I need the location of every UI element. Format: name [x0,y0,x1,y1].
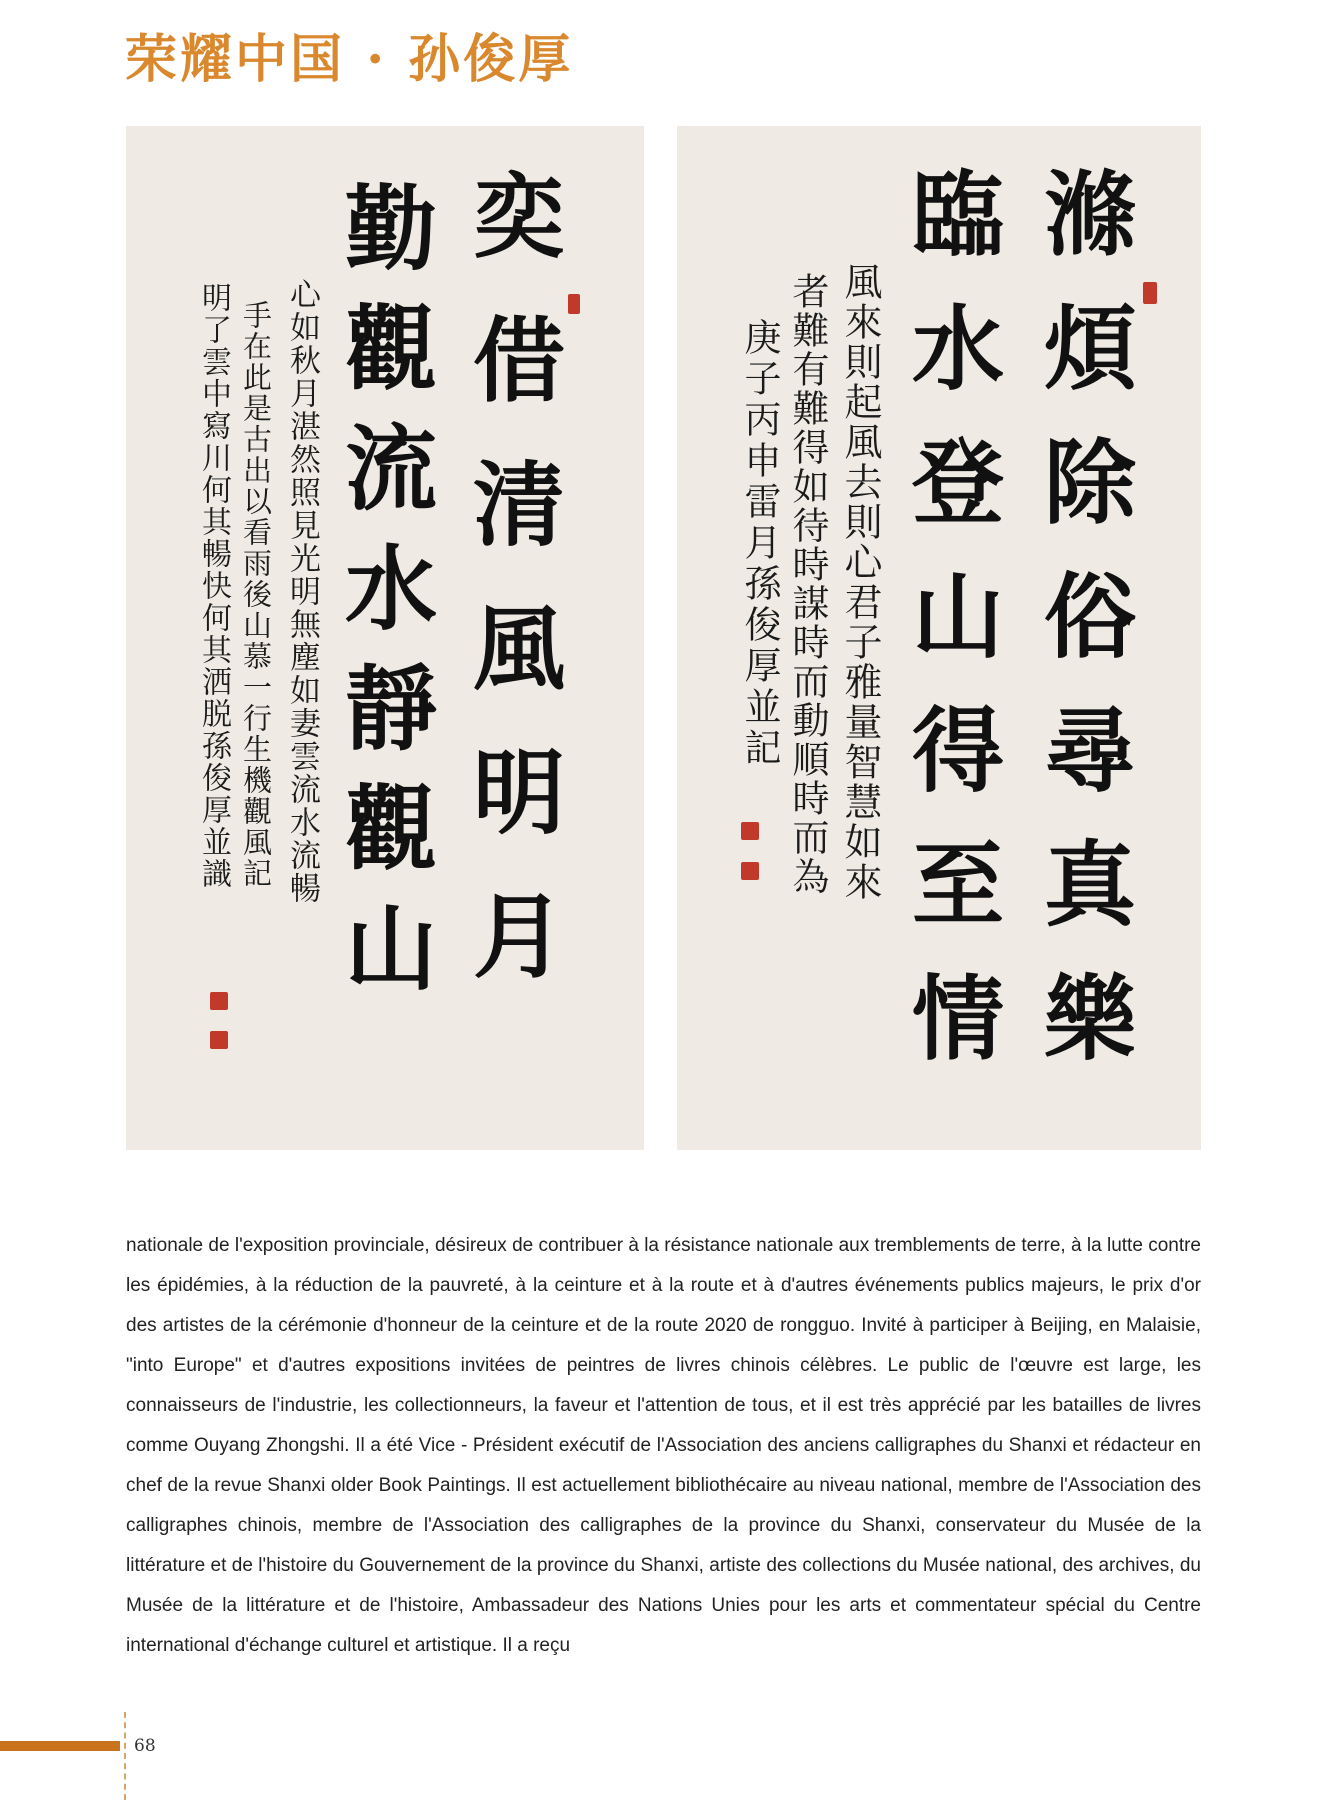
inscription-column-3: 庚子丙申雷月孫俊厚並記 [738,318,781,769]
footer-accent-bar [0,1741,120,1751]
calligraphy-column-right: 滌煩除俗尋真樂 [1029,166,1137,1104]
inscription-column-3: 明了雲中寫川何其暢快何其洒脱孫俊厚並識 [196,282,231,890]
page-number: 68 [134,1736,156,1756]
inscription-column-1: 風來則起風去則心君子雅量智慧如來 [838,262,882,902]
inscription-column-1: 心如秋月湛然照見光明無塵如妻雲流水流暢 [284,278,320,905]
inscription-column-2: 者難有難得如待時謀時而動順時而為 [786,272,829,896]
page-title: 荣耀中国 · 孙俊厚 [125,29,574,90]
footer-divider [124,1712,126,1800]
seal-stamp [210,992,228,1010]
biography-paragraph: nationale de l'exposition provinciale, désireux de contribuer à la résistance nationale aux tremblements de terre, à la lutte contre les épidémies, à la réduction de la pauvreté, à la ceinture et à la route et à d'autres événements publics majeurs, le prix d'or des artistes de la cérémonie d'honneur de la ceinture et de la route 2020 de rongguo. Invité à participer à Beijing, en Malaisie, "into Europe" et d'autres expositions invitées de peintres de livres chinois célèbres. Le public de l'œuvre est large, les connaisseurs de l'industrie, les collectionneurs, la faveur et l'attention de tous, et il est très apprécié par les batailles de livres comme Ouyang Zhongshi. Il a été Vice - Président exécutif de l'Association des anciens calligraphes du Shanxi et rédacteur en chef de la revue Shanxi older Book Paintings. Il est actuellement bibliothécaire au niveau national, membre de l'Association des calligraphes chinois, membre de l'Association des calligraphes de la province du Shanxi, conservateur du Musée de la littérature et de l'histoire du Gouvernement de la province du Shanxi, artiste des collections du Musée national, des archives, du Musée de la littérature et de l'histoire, Ambassadeur des Nations Unies pour les arts et commentateur spécial du Centre international d'échange culturel et artistique. Il a reçu [126,1235,1201,1656]
seal-stamp [741,822,759,840]
calligraphy-column-left: 勤觀流水靜觀山 [330,180,438,1020]
calligraphy-column-right: 奕借清風明月 [458,168,566,1032]
seal-stamp [210,1031,228,1049]
seal-stamp [568,294,580,314]
calligraphy-column-left: 臨水登山得至情 [897,166,1005,1104]
calligraphy-artwork-right [677,126,1201,1150]
calligraphy-artwork-left [126,126,644,1150]
seal-stamp [741,862,759,880]
seal-stamp [1143,282,1157,304]
inscription-column-2: 手在此是古出以看雨後山慕一行生機觀風記 [239,300,273,889]
